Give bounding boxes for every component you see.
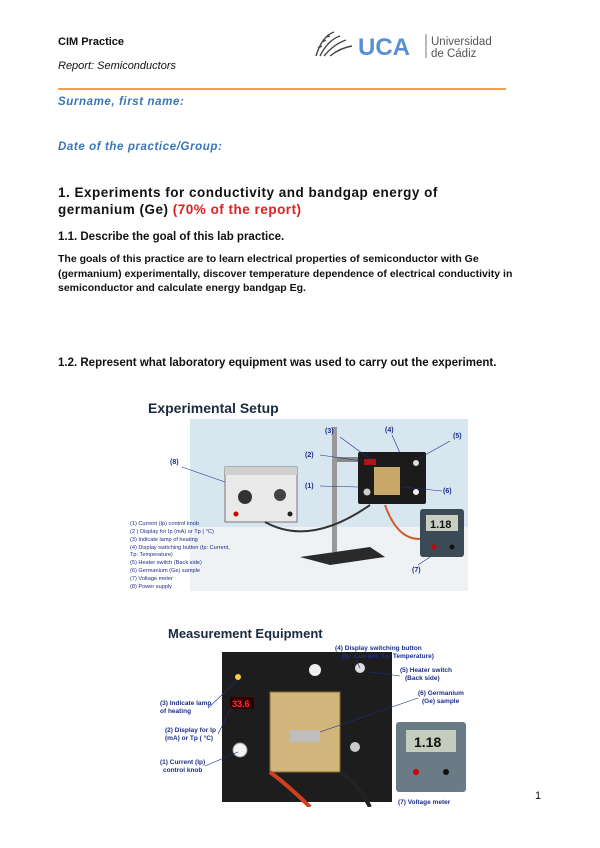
date-group-label: Date of the practice/Group: — [58, 141, 223, 153]
measurement-module-illustration — [358, 452, 426, 504]
fig2-label-5b: (Back side) — [405, 675, 440, 682]
legend-item: (4) Display switching button (Ip: Current, — [130, 545, 230, 551]
fig2-label-1: (1) Current (Ip) — [160, 759, 206, 766]
logo-line1: Universidad — [431, 36, 492, 48]
fig1-callout-2: (2) — [305, 452, 314, 459]
fig1-callout-3: (3) — [325, 428, 334, 435]
power-supply-illustration — [225, 467, 297, 522]
measurement-equipment-figure — [160, 622, 470, 807]
university-logo — [312, 26, 512, 66]
report-subtitle: Report: Semiconductors — [58, 60, 176, 72]
figure-2-title: Measurement Equipment — [168, 626, 323, 641]
legend-item: (7) Voltage meter — [130, 576, 173, 582]
fig2-label-6: (6) Germanium — [418, 690, 464, 697]
question-1-title: 1.1. Describe the goal of this lab practice. — [58, 231, 285, 243]
voltmeter-reading: 1.18 — [430, 519, 452, 531]
course-title: CIM Practice — [58, 36, 125, 48]
fig2-label-4: (4) Display switching button — [335, 645, 422, 652]
fig2-label-7: (7) Voltage meter — [398, 799, 451, 806]
legend-item: (2 ) Display for Ip (mA) or Tp ( °C) — [130, 529, 214, 535]
section-weight: (70% of the report) — [172, 202, 302, 217]
fig1-callout-5: (5) — [453, 433, 462, 440]
question-1-answer: The goals of this practice are to learn electrical properties of semiconductor with Ge (germanium) experimentally, discover temperature dependence of electrical conductivity in semiconductor and calculate energy bandgap Eg. — [58, 253, 513, 294]
legend-item: (3) Indicate lamp of heating — [130, 537, 198, 543]
voltmeter-illustration — [420, 509, 464, 557]
module-display-reading: 33.6 — [232, 699, 250, 709]
laurel-emblem-icon — [316, 32, 352, 56]
fig2-label-4b: (Ip: Current, Tp: Temperature) — [342, 653, 434, 660]
fig2-label-6b: (Ge) sample — [422, 698, 460, 705]
section-title: 1. Experiments for conductivity and bandgap energy of germanium (Ge) — [58, 185, 438, 217]
header-divider — [58, 88, 506, 90]
logo-line2: de Cádiz — [431, 48, 477, 60]
fig2-label-3b: of heating — [160, 708, 192, 715]
fig1-callout-4: (4) — [385, 427, 394, 434]
legend-item: Tp: Temperature) — [130, 552, 173, 558]
fig2-label-5: (5) Heater switch — [400, 667, 453, 674]
legend-item: (6) Germanium (Ge) sample — [130, 568, 200, 574]
logo-main-text: UCA — [358, 34, 410, 61]
voltmeter-closeup-illustration — [396, 722, 466, 792]
voltmeter-closeup-reading: 1.18 — [414, 734, 442, 750]
legend-item: (5) Heater switch (Back side) — [130, 560, 202, 566]
fig1-callout-7: (7) — [412, 567, 421, 574]
legend-item: (1) Current (Ip) control knob — [130, 521, 200, 527]
figure-1-title: Experimental Setup — [148, 400, 279, 416]
fig1-callout-8: (8) — [170, 459, 179, 466]
fig2-label-1b: control knob — [163, 767, 203, 774]
page-number: 1 — [535, 790, 542, 802]
fig2-label-2b: (mA) or Tp ( °C) — [165, 735, 214, 742]
legend-item: (8) Power supply — [130, 584, 172, 590]
question-2-title: 1.2. Represent what laboratory equipment was used to carry out the experiment. — [58, 357, 497, 369]
experimental-setup-figure — [130, 397, 470, 602]
fig2-label-2: (2) Display for Ip — [165, 727, 216, 734]
fig1-callout-1: (1) — [305, 483, 314, 490]
section-heading — [58, 184, 518, 218]
fig2-label-3: (3) Indicate lamp — [160, 700, 212, 707]
surname-label: Surname, first name: — [58, 96, 185, 108]
module-closeup-illustration — [222, 652, 392, 807]
fig1-callout-6: (6) — [443, 488, 452, 495]
